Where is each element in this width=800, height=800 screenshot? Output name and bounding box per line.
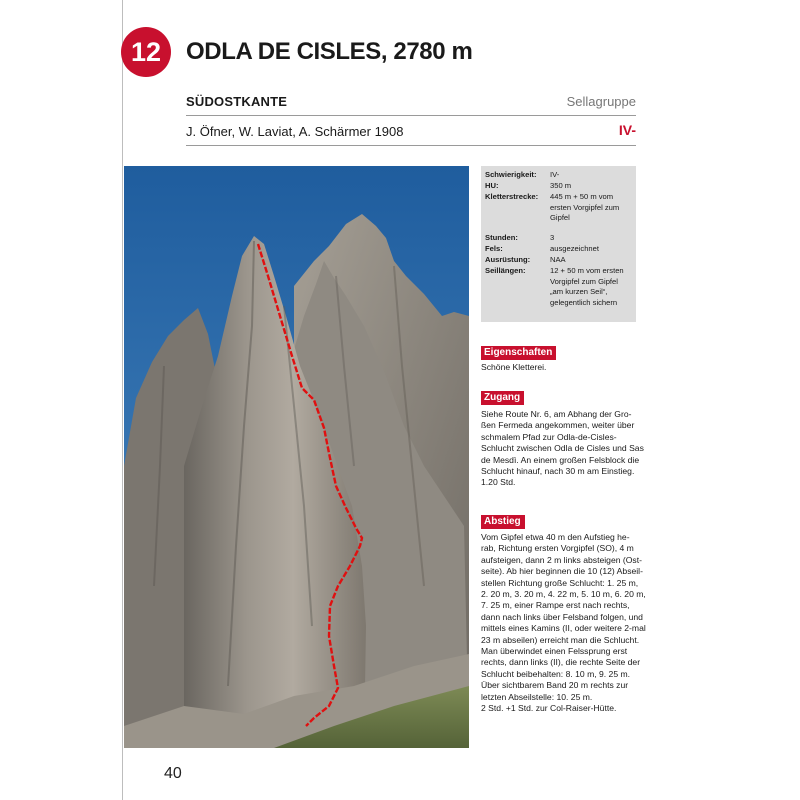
section-text-zugang [481, 409, 644, 489]
info-key: Seillängen: [485, 266, 526, 275]
text-line: Vom Gipfel etwa 40 m den Aufstieg he- [481, 532, 630, 542]
text-line: 2. 20 m, 3. 20 m, 4. 22 m, 5. 10 m, 6. 20 m, [481, 589, 646, 600]
text-line: Schlucht beibehalten: 8. 10 m, 9. 25 m. [481, 668, 631, 679]
text-line: Schlucht hinauf, nach 30 m am Einstieg. [481, 466, 635, 477]
text-line: rechts, dann links (II), die rechte Seite der [481, 657, 641, 668]
section-text-eigenschaften [481, 362, 638, 373]
text-line: dann nach links über Felsband folgen, und [481, 611, 643, 622]
section-label-zugang: Zugang [481, 391, 524, 405]
route-name: SÜDOSTKANTE [186, 94, 288, 109]
first-ascent-authors: J. Öfner, W. Laviat, A. Schärmer 1908 [186, 124, 404, 139]
text-line: Über sichtbarem Band 20 m rechts zur [481, 680, 629, 691]
info-key: HU: [485, 181, 499, 190]
text-line: 2 Std. +1 Std. zur Col-Raiser-Hütte. [481, 703, 617, 714]
text-line: Schöne Kletterei. [481, 362, 547, 372]
route-number-badge: 12 [121, 27, 171, 77]
text-line: mittels eines Kamins (II, oder weitere 2-mal [481, 623, 646, 634]
text-line: letzten Abseilstelle: 10. 25 m. [481, 691, 593, 702]
info-value: IV- [550, 170, 560, 179]
text-line: aufsteigen, dann 2 m links absteigen (Ost- [481, 554, 642, 565]
text-line: ßen Fermeda angekommen, weiter über [481, 420, 635, 431]
route-photo [124, 166, 469, 748]
info-key: Stunden: [485, 233, 518, 242]
info-key: Schwierigkeit: [485, 170, 537, 179]
text-line: Schlucht zwischen Odla de Cisles und Sas [481, 443, 644, 454]
page-title: ODLA DE CISLES, 2780 m [186, 38, 473, 65]
route-info-box [481, 166, 636, 322]
info-value: 445 m + 50 m vom ersten Vorgipfel zum Gipfel [550, 192, 620, 223]
info-key: Fels: [485, 244, 503, 253]
info-value: ausgezeichnet [550, 244, 599, 253]
text-line: de Mesdì. An einem großen Felsblock die [481, 454, 640, 465]
section-text-abstieg [481, 532, 646, 715]
section-label-abstieg: Abstieg [481, 515, 525, 529]
text-line: seite). Ab hier beginnen die 10 (12) Abseil- [481, 566, 643, 577]
info-value: 350 m [550, 181, 572, 190]
text-line: stellen Richtung große Schlucht: 1. 25 m, [481, 577, 639, 588]
text-line: rab, Richtung ersten Vorgipfel (SO), 4 m [481, 543, 634, 554]
page-number: 40 [164, 765, 182, 782]
divider [186, 115, 636, 116]
mountain-group: Sellagruppe [566, 94, 636, 109]
difficulty-grade: IV- [618, 122, 636, 138]
section-label-eigenschaften: Eigenschaften [481, 346, 556, 360]
info-key: Kletterstrecke: [485, 192, 539, 201]
text-line: Man überwindet einen Felssprung erst [481, 646, 628, 657]
info-value: 3 [550, 233, 555, 242]
text-line: 23 m abseilen) erreicht man die Schlucht. [481, 634, 640, 645]
divider [186, 145, 636, 146]
info-key: Ausrüstung: [485, 255, 531, 264]
info-value: NAA [550, 255, 566, 264]
info-value: 12 + 50 m vom ersten Vorgipfel zum Gipfel „am kurzen Seil“, gelegentlich sichern [550, 266, 624, 307]
text-line: Siehe Route Nr. 6, am Abhang der Gro- [481, 409, 632, 419]
text-line: schmalem Pfad zur Odla-de-Cisles- [481, 431, 617, 442]
page-spine [122, 0, 123, 800]
text-line: 7. 25 m, einer Rampe erst nach rechts, [481, 600, 630, 611]
mountain-photo-illustration [124, 166, 469, 748]
text-line: 1.20 Std. [481, 477, 516, 488]
